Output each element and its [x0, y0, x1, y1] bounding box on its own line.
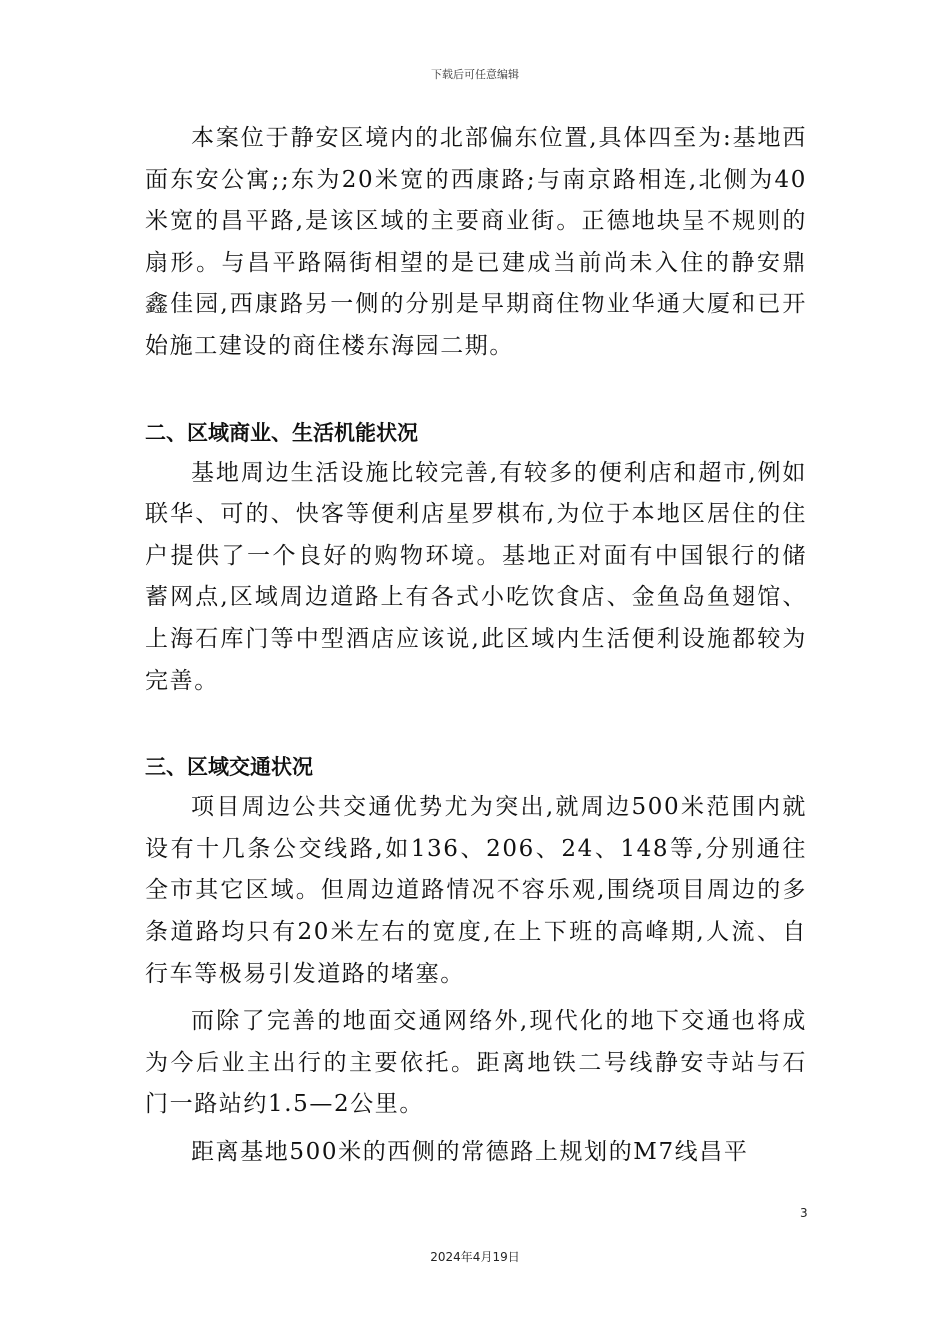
- transport-paragraph-3: 距离基地500米的西侧的常德路上规划的M7线昌平: [191, 1138, 749, 1165]
- transport-paragraph-1: 项目周边公共交通优势尤为突出,就周边500米范围内就设有十几条公交线路,如136、206、24、148等,分别通往全市其它区域。但周边道路情况不容乐观,围绕项目周边的多条道路均只有20米左右的宽度,在上下班的高峰期,人流、自行车等极易引发道路的堵塞。: [145, 794, 807, 987]
- page-number: 3: [800, 1206, 808, 1220]
- commerce-paragraph: 基地周边生活设施比较完善,有较多的便利店和超市,例如联华、可的、快客等便利店星罗棋布,为位于本地区居住的住户提供了一个良好的购物环境。基地正对面有中国银行的储蓄网点,区域周边道路上有各式小吃饮食店、金鱼岛鱼翅馆、上海石库门等中型酒店应该说,此区域内生活便利设施都较为完善。: [145, 459, 807, 694]
- transport-paragraph-2: 而除了完善的地面交通网络外,现代化的地下交通也将成为今后业主出行的主要依托。距离地铁二号线静安寺站与石门一路站约1.5—2公里。: [145, 1008, 807, 1118]
- document-body: [145, 118, 807, 1173]
- intro-paragraph: 本案位于静安区境内的北部偏东位置,具体四至为:基地西面东安公寓;;东为20米宽的西康路;与南京路相连,北侧为40米宽的昌平路,是该区域的主要商业街。正德地块呈不规则的扇形。与昌平路隔街相望的是已建成当前尚未入住的静安鼎鑫佳园,西康路另一侧的分别是早期商住物业华通大厦和已开始施工建设的商住楼东海园二期。: [145, 125, 807, 359]
- page-footer-date: 2024年4月19日: [430, 1250, 520, 1264]
- spacer: [145, 702, 807, 747]
- spacer: [145, 368, 807, 413]
- section-heading-commerce: 二、区域商业、生活机能状况: [145, 420, 418, 445]
- section-heading-transport: 三、区域交通状况: [145, 755, 313, 780]
- page-header: 下载后可任意编辑: [431, 68, 519, 81]
